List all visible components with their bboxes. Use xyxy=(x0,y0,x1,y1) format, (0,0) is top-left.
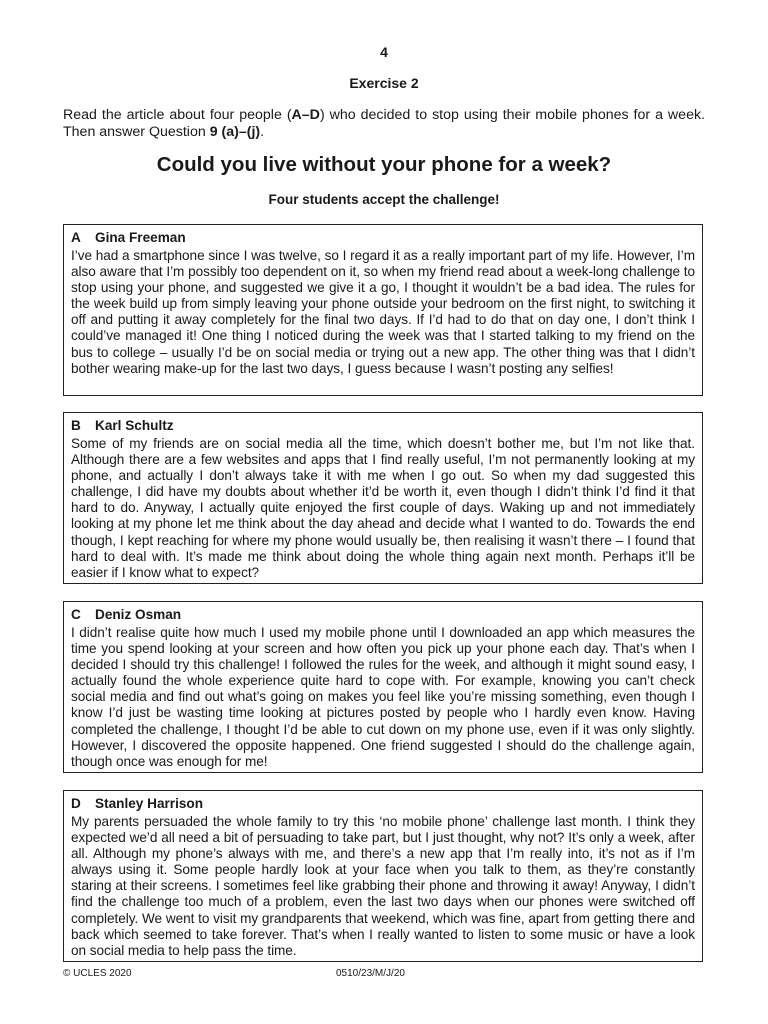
intro-paragraph xyxy=(63,107,705,140)
footer-paper-code: 0510/23/M/J/20 xyxy=(336,968,405,979)
intro-bold-question: 9 (a)–(j) xyxy=(209,123,261,140)
section-c-name: Deniz Osman xyxy=(95,607,182,622)
intro-text-1: Read the article about four people ( xyxy=(63,107,292,123)
section-c-box xyxy=(63,601,703,773)
section-d-name: Stanley Harrison xyxy=(95,796,204,811)
section-b-letter: B xyxy=(71,418,81,433)
section-c-text: I didn’t realise quite how much I used my mobile phone until I downloaded an app which measures the time you spend looking at your screen and how often you pick up your phone each day. That’s when I decided I should try this challenge! I followed the rules for the week, and although it might sound easy, I actually found the whole experience quite hard to cope with. For example, knowing you can’t check social media and find out what’s going on makes you feel like you’re missing something, even though I know I’d just be wasting time looking at pictures posted by people who I hardly even know. Having completed the challenge, I thought I’d be able to cut down on my phone use, even if it was only slightly. However, I discovered the opposite happened. One friend suggested I should do the challenge again, though once was enough for me! xyxy=(71,625,695,769)
footer-copyright: © UCLES 2020 xyxy=(63,968,132,979)
page-number: 4 xyxy=(380,44,388,60)
section-a-box xyxy=(63,224,703,396)
section-d-letter: D xyxy=(71,796,81,811)
section-a-text: I’ve had a smartphone since I was twelve, so I regard it as a really important part of my life. However, I’m also aware that I’m possibly too dependent on it, so when my friend read about a week-long challenge to stop using your phone, and suggested we give it a go, I thought it wouldn’t be a bad idea. The rules for the week build up from simply leaving your phone outside your bedroom on the first night, to switching it off and putting it away completely for the final two days. If I’d had to do that on day one, I don’t think I could’ve managed it! One thing I noticed during the week was that I started talking to my friend on the bus to college – usually I’d be on social media or trying out a new app. The other thing was that I didn’t bother wearing make-up for the last two days, I guess because I wasn’t posting any selfies! xyxy=(71,248,695,376)
section-d-heading xyxy=(71,796,695,812)
section-d-text: My parents persuaded the whole family to try this ‘no mobile phone’ challenge last month. I think they expected we’d all need a bit of persuading to take part, but I just thought, why not? It’s only a week, after all. Although my phone’s always with me, and there’s a new app that I’m really into, it’s not as if I’m always using it. Some people hardly look at your face when you talk to them, as they’re constantly staring at their screens. I sometimes feel like grabbing their phone and throwing it away! Anyway, I didn’t find the challenge too much of a problem, even the last two days when our phones were switched off completely. We went to visit my grandparents that weekend, which was fine, apart from getting there and back which seemed to take forever. That’s when I really wanted to listen to some music or have a look on social media to help pass the time. xyxy=(71,814,695,958)
section-d-box xyxy=(63,790,703,962)
article-subtitle: Four students accept the challenge! xyxy=(268,192,500,207)
section-b-box xyxy=(63,412,703,584)
section-b-heading xyxy=(71,418,695,434)
section-a-heading xyxy=(71,230,695,246)
section-c-letter: C xyxy=(71,607,81,622)
intro-text-2: ) who decided to stop using their mobile phones for a week. Then answer Question xyxy=(63,107,705,140)
section-a-letter: A xyxy=(71,230,81,245)
section-c-heading xyxy=(71,607,695,623)
section-b-name: Karl Schultz xyxy=(95,418,174,433)
section-b-text: Some of my friends are on social media all the time, which doesn’t bother me, but I’m not like that. Although there are a few websites and apps that I find really useful, I’m not permanently looking at my phone, and actually I don’t always take it with me when I go out. So when my dad suggested this challenge, I did have my doubts about whether it’d be worth it, even though I didn’t think I’d find it that hard to do. Anyway, I actually quite enjoyed the first couple of days. Waking up and not immediately looking at my phone let me think about the day ahead and decide what I wanted to do. Towards the end though, I kept reaching for where my phone would usually be, then realising it wasn’t there – I found that hard to deal with. It’s made me think about doing the whole thing again next month. Perhaps it’ll be easier if I know what to expect? xyxy=(71,436,695,580)
section-a-name: Gina Freeman xyxy=(95,230,186,245)
intro-bold-letters: A–D xyxy=(291,107,320,123)
intro-text-3: . xyxy=(260,123,265,140)
article-title: Could you live without your phone for a week? xyxy=(156,153,612,176)
exercise-title: Exercise 2 xyxy=(349,75,419,91)
